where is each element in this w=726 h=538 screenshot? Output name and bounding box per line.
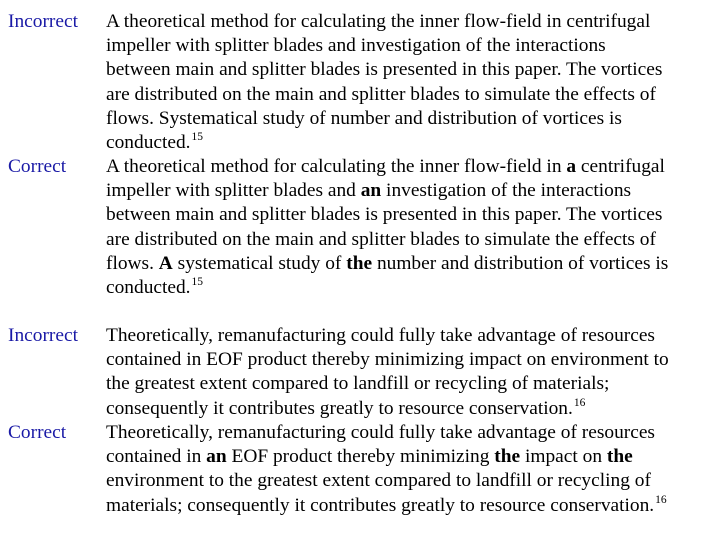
example-label-correct: Correct (8, 156, 67, 177)
text-segment: contained in (106, 446, 207, 468)
article-correction: a (566, 156, 577, 177)
citation-superscript: 15 (191, 130, 204, 143)
text-line (106, 252, 722, 276)
article-correction: the (494, 446, 521, 468)
text-segment: Theoretically, remanufacturing could fully take advantage of resources (106, 325, 655, 346)
text-segment: are distributed on the main and splitter blades to simulate the effects of (106, 83, 656, 105)
text-segment: conducted. (106, 131, 191, 153)
text-line (106, 58, 722, 82)
text-segment: investigation of the interactions (381, 180, 632, 202)
text-line (106, 179, 722, 203)
text-line (106, 397, 722, 421)
text-segment: flows. Systematical study of number and distribution of vortices is (106, 107, 622, 129)
text-segment: conducted. (106, 276, 191, 298)
text-segment: Theoretically, remanufacturing could fully take advantage of resources (106, 422, 655, 443)
text-line (106, 276, 722, 300)
citation-superscript: 16 (655, 493, 667, 506)
text-segment: number and distribution of vortices is (372, 252, 669, 274)
text-line (106, 372, 722, 396)
text-line (106, 10, 722, 34)
text-line (106, 348, 722, 372)
text-segment: environment to the greatest extent compared to landfill or recycling of (106, 470, 651, 492)
example-label-incorrect: Incorrect (8, 11, 78, 32)
example-label-incorrect: Incorrect (8, 325, 78, 346)
text-segment: impact on (520, 446, 607, 468)
article-correction: an (360, 180, 382, 202)
text-line (106, 421, 722, 445)
text-line (106, 228, 722, 252)
text-line (106, 203, 722, 227)
text-segment: A theoretical method for calculating the inner flow-field in centrifugal (106, 11, 651, 32)
text-segment: flows. (106, 252, 159, 274)
text-segment: between main and splitter blades is presented in this paper. The vortices (106, 59, 663, 81)
text-line (106, 445, 722, 469)
text-segment: centrifugal (576, 156, 665, 177)
text-segment: impeller with splitter blades and (106, 180, 361, 202)
text-segment: EOF product thereby minimizing (226, 446, 495, 468)
example-label-correct: Correct (8, 422, 67, 443)
example-text (106, 10, 722, 155)
text-line (106, 107, 722, 131)
text-line (106, 469, 722, 493)
article-correction: the (606, 446, 633, 468)
article-correction: the (346, 252, 373, 274)
text-line (106, 34, 722, 58)
citation-superscript: 16 (573, 396, 586, 409)
text-line (106, 83, 722, 107)
text-segment: materials; consequently it contributes greatly to resource conservation. (106, 494, 655, 516)
example-text (106, 421, 722, 518)
example-text (106, 324, 722, 421)
text-line (106, 131, 722, 155)
text-line (106, 155, 722, 179)
text-segment: the greatest extent compared to landfill or recycling of materials; (106, 373, 610, 395)
article-correction: an (206, 446, 227, 468)
text-segment: impeller with splitter blades and investigation of the interactions (106, 35, 606, 57)
text-segment: between main and splitter blades is presented in this paper. The vortices (106, 204, 663, 226)
text-line (106, 494, 722, 518)
text-segment: systematical study of (172, 252, 347, 274)
citation-superscript: 15 (191, 275, 204, 288)
article-correction: A (158, 252, 173, 274)
text-segment: consequently it contributes greatly to resource conservation. (106, 397, 573, 419)
text-line (106, 324, 722, 348)
text-segment: A theoretical method for calculating the inner flow-field in (106, 156, 567, 177)
example-text (106, 155, 722, 300)
text-segment: are distributed on the main and splitter blades to simulate the effects of (106, 228, 656, 250)
text-segment: contained in EOF product thereby minimizing impact on environment to (106, 349, 669, 371)
